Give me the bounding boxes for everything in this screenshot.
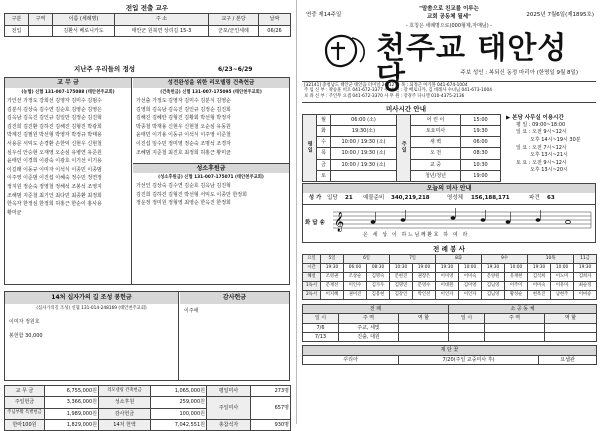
transfer-header-row	[5, 14, 291, 26]
mass-day: 수	[317, 137, 331, 148]
hymn-label: 성 가	[308, 195, 322, 202]
vocation-line: 김진희 김하진 김형진 박선형 서익도 이종만 한정희	[136, 191, 247, 198]
week-label: 연중 제14주일	[306, 12, 342, 18]
music-staff	[333, 208, 593, 232]
ministry-person: 이인수	[344, 282, 367, 291]
events-row	[303, 323, 597, 332]
ministry-person: 김강인	[390, 291, 413, 300]
totals-row	[5, 397, 291, 408]
tithe-line: 이길래 이동규 이미자 이석식 이종민 이종범	[7, 166, 102, 173]
tithe-names	[5, 97, 131, 217]
mass-sunday-name: 새 벽	[411, 137, 461, 148]
ministry-time: 10:00	[459, 264, 482, 273]
ministry-time: 19:30	[482, 264, 505, 273]
totals-value: 6,755,000원	[45, 386, 99, 397]
transfer-parish: 군포/군인세례	[209, 25, 259, 37]
totals-value: 259,000원	[151, 397, 207, 408]
building-line: 김해진 김혜란 김형진 김황회 박선형 박정자	[136, 115, 231, 122]
entrance-number: 21	[345, 195, 353, 202]
vocation-account: (성소후원금) 신협 131-007-175071 (태안천주교회)	[158, 175, 264, 181]
ministry-day: 11금	[574, 255, 597, 264]
totals-value: 930명	[251, 419, 291, 430]
ministry-person: 이지혜	[321, 291, 344, 300]
ministry-person: 유재현	[505, 273, 528, 282]
office-title: 본당 사무실 이용시간	[512, 115, 564, 121]
office-line: 평 일 : 09:00~18:00	[516, 121, 566, 128]
events-col: 일 시	[449, 314, 485, 323]
mass-times-title: 미사시간 안내	[386, 105, 426, 113]
ministry-person: 권장은	[413, 273, 436, 282]
ministry-time: 19:00	[413, 264, 436, 273]
events-row	[303, 332, 597, 341]
ministry-person: 이유미	[551, 282, 574, 291]
ministry-person: 이인자	[459, 291, 482, 300]
stations-amount: 봉헌함 30,000	[9, 333, 43, 340]
tithe-line: 정지원 정순숙 정영철 정해석 조봉석 조영지	[7, 183, 102, 190]
ministry-person: 황성순	[505, 291, 528, 300]
transfer-col-district: 구역	[29, 14, 53, 26]
transfer-title: 전입 전출 교우	[125, 4, 169, 12]
flowers-title: 제 단 꽃	[303, 346, 597, 356]
ministry-time-label: 시간	[303, 264, 321, 273]
totals-value: 7,042,551원	[151, 419, 207, 430]
entrance-label: 입당	[327, 195, 338, 202]
transfer-address: 태안군 원북면 상리길 15-3	[115, 25, 209, 37]
events-header-row	[303, 314, 597, 323]
event-date	[449, 323, 485, 332]
ministry-day: 9수	[482, 255, 528, 264]
transfer-col-type: 구분	[5, 14, 29, 26]
transfer-name: 김환서 베로니카도	[53, 25, 115, 37]
ministry-time: 19:30	[321, 264, 344, 273]
flowers-table	[302, 345, 597, 365]
mass-sunday-time: 19:00	[461, 170, 501, 181]
ministry-day: 7일	[390, 255, 436, 264]
ministry-person: 이노미	[551, 273, 574, 282]
ministry-person: 문양원	[482, 273, 505, 282]
motto-line-1: "말씀으로 친교를 이루는	[419, 6, 479, 12]
mass-sunday-time: 15:00	[461, 115, 501, 126]
transfer-col-address: 주 소	[115, 14, 209, 26]
mass-sunday-time: 08:30	[461, 148, 501, 159]
ministry-role: 1독서	[303, 282, 321, 291]
building-account: (건축헌금) 신협 131-007-175095 (태안천주교회)	[160, 90, 262, 95]
ministry-role: 2독서	[303, 291, 321, 300]
bulletin-header	[302, 4, 596, 30]
todays-mass	[302, 183, 596, 243]
stations-account: (십자가의길 조성) 신협 131-014-248169 (태안천주교회)	[36, 306, 147, 311]
tithe-line: 조해범 지준철 최기인 최다민 최종환 최정희	[7, 192, 102, 199]
ministry-person: 김용현	[367, 291, 390, 300]
ministry-person: 이미영	[436, 273, 459, 282]
offertory-label: 예물준비	[363, 195, 385, 202]
ministry-time: 19:30	[528, 264, 551, 273]
ministry-person: 이마승	[574, 291, 597, 300]
totals-label: 리모델링 건축헌금	[99, 386, 151, 397]
ministry-row	[303, 282, 597, 291]
stations-column	[5, 292, 179, 380]
tithe-column	[5, 78, 132, 284]
totals-value: 3,366,000원	[45, 397, 99, 408]
patron-saint: 주보 성인 : 복되신 동정 마리아 (한명일 9월 8일)	[460, 70, 578, 76]
mass-time: 10:00 / 19:30 (소)	[331, 159, 397, 170]
event-date	[449, 332, 485, 341]
ministry-time: 10:00	[551, 264, 574, 273]
ministry-person: 최순정	[574, 282, 597, 291]
tithe-line: 윤태민 이경희 이광숙 이광호 이기선 이기용	[7, 158, 102, 165]
ministry-person: 김명숙	[367, 273, 390, 282]
tithe-line: 박계진 김필원 박선형 박영자 박정규 박태용	[7, 132, 102, 139]
totals-row	[5, 419, 291, 430]
thanks-column	[180, 292, 289, 380]
events-col: 주 역	[339, 314, 399, 323]
totals-row	[5, 386, 291, 397]
mass-times-table	[302, 114, 501, 182]
totals-table	[4, 385, 291, 431]
weekday-label: 평일	[306, 140, 313, 153]
ministry-person: 이인자	[436, 291, 459, 300]
totals-value: 1,829,000원	[45, 419, 99, 430]
ministry-time-row	[303, 264, 597, 273]
totals-label: 총참석자	[207, 419, 251, 430]
events-table	[302, 304, 597, 342]
contact-line: 주 임 신 부 : 곽승훈 비오 041-672-3377 수 녀 원 : 강 베로니카, 김 데레사 수녀님 041-673-1004	[304, 88, 492, 94]
vocation-head: 성소후원금	[133, 163, 289, 173]
transfer-col-date: 날짜	[259, 14, 291, 26]
mass-day: 토	[317, 170, 331, 181]
building-names	[133, 97, 289, 157]
ministry-day: 6일	[344, 255, 390, 264]
events-col: 주 역	[485, 314, 545, 323]
flowers-row	[303, 355, 597, 365]
ministry-role: 해설	[303, 273, 321, 282]
office-line: 일 요 : 오전 9시~12시	[516, 129, 567, 136]
mass-time: 10:00 / 19:30 (소)	[331, 137, 397, 148]
office-hours	[506, 115, 596, 175]
tithe-line: 김진희 김진환 김하진 김해진 김형진 박광희	[7, 123, 102, 130]
communion-number: 156,188,171	[471, 195, 510, 202]
mass-time: 06:00 (소)	[331, 115, 397, 126]
totals-label: 성소후원	[99, 397, 151, 408]
offertory-number: 340,219,218	[391, 195, 430, 202]
todays-mass-title: 오늘의 미사 안내	[303, 184, 595, 193]
dismissal-number: 63	[547, 195, 555, 202]
transfer-table	[4, 13, 291, 37]
ministry-person: 권미진	[344, 291, 367, 300]
flowers-where: 요셉관	[539, 355, 597, 365]
thanks-title: 감사헌금	[180, 292, 289, 304]
event-role	[545, 332, 597, 341]
mass-day: 화	[317, 126, 331, 137]
office-bullet-icon: ▶	[506, 115, 513, 121]
flowers-title-row	[303, 346, 597, 356]
ministry-person: 이대원	[436, 282, 459, 291]
ministry-person: 문재선	[321, 282, 344, 291]
prayer-header	[4, 63, 290, 77]
building-head: 성전완성을 위한 리모델링 건축헌금	[133, 78, 289, 88]
right-page	[302, 4, 596, 420]
ministry-person: 김석희	[528, 273, 551, 282]
events-col: 일 시	[303, 314, 339, 323]
mass-sunday-name: 어 린 이	[411, 115, 461, 126]
office-line: 오후 14시~19시 30분	[530, 137, 581, 144]
ministry-time: 19:30	[436, 264, 459, 273]
contact-line: [32141] 충청남도 태안군 태안읍 터미널 26-12 사 목 : 되정근 아가볼 041-674-1004	[304, 83, 468, 88]
transfer-district	[29, 25, 53, 37]
ministry-person: 박인선	[413, 291, 436, 300]
mass-sunday-name: 청년/청년	[411, 170, 461, 181]
vocation-line: 정운정 정미원 정형영 최영순 한옥진 한정희	[136, 200, 231, 207]
transfer-type: 전입	[5, 25, 29, 37]
totals-label: 주일헌금	[5, 397, 45, 408]
prayer-dates: 6/23~6/29	[218, 66, 253, 73]
ministry-person: 조영권	[321, 273, 344, 282]
event-role	[399, 332, 449, 341]
tithe-line: 서용문 서익도 손경환 손한익 신현우 신현철	[7, 140, 102, 147]
ministry-day: 8화	[436, 255, 482, 264]
ministry-time: 10:30	[390, 264, 413, 273]
community-events-title: 소 공 동 체	[449, 305, 597, 314]
contact-line: 보 좌 신 부 : 주인무 요셉 041-672-3370 사 무 원 : 장경주 다니엘 010-4375-2136	[304, 93, 465, 99]
events-title-row	[303, 305, 597, 314]
totals-label: 주님부활 특별헌금	[5, 408, 45, 419]
motto-line-2: 교회 공동체 될세"	[427, 14, 471, 20]
psalm-label: 화 답 송	[305, 220, 325, 226]
office-line: 일 요 : 오전 7시~12시	[516, 144, 567, 151]
event-lead: 주교, 세빛	[339, 323, 399, 332]
hymn-row	[303, 193, 595, 205]
mass-sunday-name: 토요미사	[411, 126, 461, 137]
ministry-person: 김가우	[367, 282, 390, 291]
weekday-label-cell	[303, 115, 317, 182]
mass-times-section	[302, 105, 596, 183]
special-box	[4, 291, 290, 381]
event-lead	[485, 332, 545, 341]
event-role	[399, 323, 449, 332]
totals-label: 평일미사	[207, 386, 251, 397]
vocation-line: 가선인 김상숙 김수연 김순호 김옥남 김진혁	[136, 183, 231, 190]
church-name: 천주교 태안성당	[376, 31, 568, 96]
mass-sunday-time: 06:00	[461, 137, 501, 148]
treble-clef-icon: 𝄞	[334, 212, 345, 232]
totals-label: 주일미사	[207, 397, 251, 420]
building-line: 박종철 박재용 신현우 신현철 오순심 유동원	[136, 123, 231, 130]
event-date: 7/13	[303, 332, 339, 341]
event-lead: 진출, 대원	[339, 332, 399, 341]
prayer-box	[4, 77, 290, 285]
totals-value: 273명	[251, 386, 291, 397]
totals-label: 감사헌금	[99, 408, 151, 419]
thanks-donor: 이주애	[184, 308, 199, 314]
totals-label: 14처 헌액	[99, 419, 151, 430]
ministry-time: 19:30	[574, 264, 597, 273]
transfer-col-parish: 교구 / 본당	[209, 14, 259, 26]
issue-date: 2025년 7월6일(제1895호)	[526, 12, 594, 18]
mass-time	[331, 170, 397, 181]
building-line: 이진섭 임수민 정미영 정순숙 조명석 조경자	[136, 140, 231, 147]
events-col: 역 할	[545, 314, 597, 323]
transfer-col-name: 이름 (세례명)	[53, 14, 115, 26]
mass-day: 금	[317, 159, 331, 170]
office-line: 오후 13시~20시	[530, 167, 568, 174]
mass-sunday-time: 10:30	[461, 159, 501, 170]
tithe-line: 심우석 안승현 오재영 오순심 유병연 유준원	[7, 149, 102, 156]
building-column	[133, 78, 289, 284]
ministry-person: 이미숙	[459, 273, 482, 282]
mass-sunday-name: 교 중	[411, 159, 461, 170]
sunday-label: 주일	[400, 140, 407, 153]
stations-title: 14처 십자가의 길 조성 봉헌금	[5, 292, 178, 304]
mass-time: 19:30(소)	[331, 126, 397, 137]
building-line: 윤태민 이기용 이동규 이석식 이주영 이준철	[136, 132, 231, 139]
ministry-person: 김님영	[482, 291, 505, 300]
tithe-line: 김분식 김상숙 김수연 김순호 김영순 김영은	[7, 106, 102, 113]
mass-sunday-time: 19:30	[461, 126, 501, 137]
dismissal-label: 파견	[529, 195, 540, 202]
mass-sunday-name: 오 전	[411, 148, 461, 159]
vocation-names	[133, 182, 289, 208]
ministry-day-row	[303, 255, 597, 264]
header-subtitle: - 호칭은 세례명으로(000형제,자매님) -	[405, 23, 493, 29]
ministry-person: 김명연	[390, 282, 413, 291]
ministry-person: 조상순	[344, 273, 367, 282]
tithe-line: 김옥남 김옥진 김인규 김일만 김정순 김진혁	[7, 115, 102, 122]
mass-day: 월	[317, 115, 331, 126]
ministry-person: 김희자	[574, 273, 597, 282]
sunday-label-cell	[397, 115, 411, 182]
ministry-person: 문현진	[390, 273, 413, 282]
ministry-person: 이미숙	[528, 282, 551, 291]
ministry-person: 문영수	[413, 282, 436, 291]
building-line: 김영희 김옥남 김옥진 김인규 김정순 김진희	[136, 106, 231, 113]
ministry-person: 김님영	[482, 282, 505, 291]
building-line: 가선출 가정도 김영자 김미수 김분식 김영순	[136, 98, 231, 104]
ministry-time: 06:00	[344, 264, 367, 273]
prayer-title: 지난주 우리들의 정성	[74, 65, 136, 73]
totals-label: 한마100원	[5, 419, 45, 430]
ministry-day-label: 요일	[303, 255, 321, 264]
event-date: 7/6	[303, 323, 339, 332]
totals-label: 교 무 금	[5, 386, 45, 397]
ministry-time: 10:00	[505, 264, 528, 273]
totals-value: 100,000원	[151, 408, 207, 419]
totals-value: 1,989,000원	[45, 408, 99, 419]
mass-time: 10:00 / 19:30 (소)	[331, 148, 397, 159]
totals-value: 657명	[251, 397, 291, 420]
ministry-time: 08:30	[367, 264, 390, 273]
psalm-row	[303, 205, 595, 242]
building-line: 조혜범 지준철 최진호 최정희 허홍근 황미균	[136, 149, 231, 156]
events-col: 역 할	[399, 314, 449, 323]
ministry-table	[302, 254, 597, 300]
tithe-account: (농협) 신협 131-007-175088 (태안천주교회)	[21, 90, 115, 95]
ministry-person: 현옥진	[528, 291, 551, 300]
church-logo-icon	[316, 30, 378, 70]
transfer-date: 06/26	[259, 25, 291, 37]
ministry-person: 이주이	[505, 282, 528, 291]
tithe-line: 한옥자 한정심 한정희 허홍근 한순이 홍사용	[7, 201, 102, 208]
mass-row	[303, 115, 501, 126]
event-role	[545, 323, 597, 332]
tithe-line: 황미균	[7, 209, 22, 216]
transfer-row	[5, 25, 291, 37]
totals-value: 1,065,000원	[151, 386, 207, 397]
office-line: 오후 13시~21시	[530, 152, 568, 159]
left-page	[4, 4, 290, 428]
tithe-line: 가인선 가정도 강희선 김영자 김미수 김범수	[7, 98, 102, 104]
flowers-when: 7/20(주일 교중미사 후)	[399, 355, 539, 365]
tithe-line: 이주영 이준범 이진섭 이혜숙 정수민 정연정	[7, 175, 102, 182]
mass-day: 목	[317, 148, 331, 159]
ministry-person: 김미영	[459, 282, 482, 291]
ministry-day: 10목	[528, 255, 574, 264]
flowers-group: 꾸리아	[303, 355, 399, 365]
ministry-row	[303, 291, 597, 300]
liturgy-events-title: 전 례	[303, 305, 449, 314]
ministry-row	[303, 273, 597, 282]
ministry-person: 남현주	[551, 291, 574, 300]
event-lead	[485, 323, 545, 332]
communion-label: 영성체	[447, 195, 463, 202]
office-line: 토 요 : 오전 9시~12시	[516, 159, 567, 166]
ministry-day: 5일	[321, 255, 344, 264]
psalm-lyric: 온 세 상 이 하느님께환호 하 여 라	[363, 232, 469, 238]
stations-donor: 이미자 정원호	[9, 319, 40, 325]
office-title-row	[506, 115, 596, 122]
tithe-head: 교 무 금	[5, 78, 131, 88]
ministry-title: 전 례 봉 사	[433, 245, 465, 253]
fold-divider	[296, 0, 297, 424]
